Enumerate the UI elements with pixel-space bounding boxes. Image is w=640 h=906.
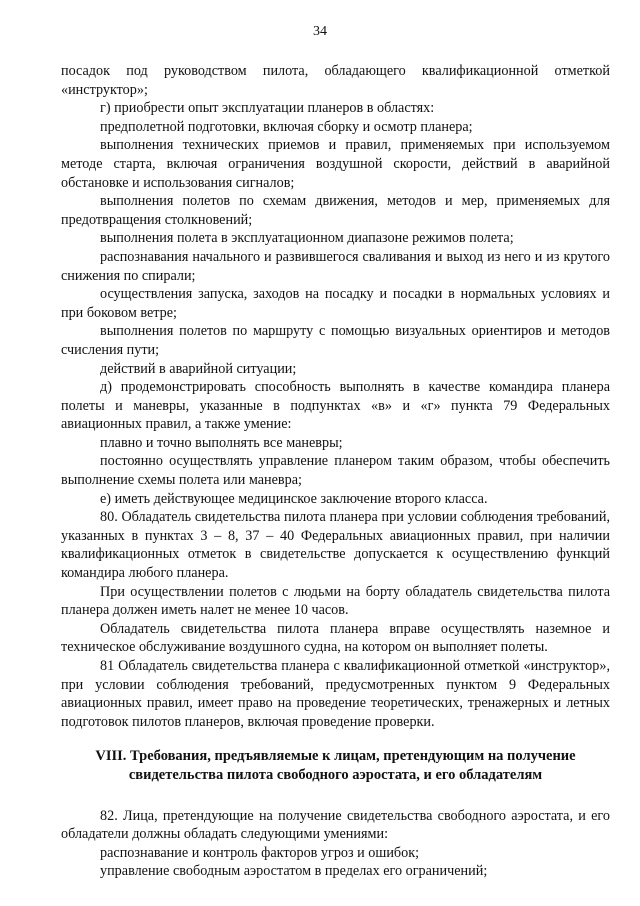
paragraph: д) продемонстрировать способность выполнять в качестве командира планера полеты и маневры, указанные в подпунктах «в» и «г» пункта 79 Федеральных авиационных правил, а также умение: xyxy=(61,379,610,433)
list-item: распознавания начального и развившегося сваливания и выход из него и из крутого снижения по спирали; xyxy=(61,248,610,284)
list-item: распознавание и контроль факторов угроз и ошибок; xyxy=(100,844,420,861)
paragraph: 81 Обладатель свидетельства планера с квалификационной отметкой «инструктор», при условии соблюдения требований, предусмотренных пунктом 9 Федеральных авиационных правил, имеет право на проведение теоретических, тренажерных и летных подготовок пилотов планеров, включая проведение проверки. xyxy=(61,658,610,730)
list-item: выполнения технических приемов и правил, применяемых при используемом методе старта, включая ограничения воздушной скорости, действий в аварийной обстановке и использования сигналов; xyxy=(61,137,610,191)
page-number: 34 xyxy=(313,24,327,39)
list-item: управление свободным аэростатом в пределах его ограничений; xyxy=(100,863,488,880)
paragraph: посадок под руководством пилота, обладающего квалификационной отметкой «инструктор»; xyxy=(61,63,610,98)
list-item: выполнения полетов по маршруту с помощью визуальных ориентиров и методов счисления пути; xyxy=(61,323,610,358)
paragraph: 80. Обладатель свидетельства пилота планера при условии соблюдения требований, указанных в пунктах 3 – 8, 37 – 40 Федеральных авиационных правил, при наличии квалификационных отметок в свидетельстве допускается к осуществлению функций командира любого планера. xyxy=(61,509,610,582)
list-item: плавно и точно выполнять все маневры; xyxy=(100,434,343,451)
paragraph: е) иметь действующее медицинское заключение второго класса. xyxy=(100,490,488,507)
document-body xyxy=(61,62,610,881)
list-item: осуществления запуска, заходов на посадку и посадки в нормальных условиях и при боковом ветре; xyxy=(61,286,610,321)
paragraph: г) приобрести опыт эксплуатации планеров в областях: xyxy=(100,100,435,117)
paragraph: При осуществлении полетов с людьми на борту обладатель свидетельства пилота планера должен иметь налет не менее 10 часов. xyxy=(61,583,610,619)
list-item: постоянно осуществлять управление планером таким образом, чтобы обеспечить выполнение схемы полета или маневра; xyxy=(61,453,610,489)
list-item: выполнения полета в эксплуатационном диапазоне режимов полета; xyxy=(100,230,514,247)
list-item: действий в аварийной ситуации; xyxy=(100,360,297,377)
section-heading: VIII. Требования, предъявляемые к лицам, претендующим на получение свидетельства пилота свободного аэростата, и его обладателям xyxy=(95,748,576,783)
list-item: предполетной подготовки, включая сборку и осмотр планера; xyxy=(100,118,473,135)
paragraph: Обладатель свидетельства пилота планера вправе осуществлять наземное и техническое обслуживание воздушного судна, на котором он выполняет полеты. xyxy=(61,620,610,656)
list-item: выполнения полетов по схемам движения, методов и мер, применяемых для предотвращения столкновений; xyxy=(61,193,610,228)
paragraph: 82. Лица, претендующие на получение свидетельства свободного аэростата, и его обладатели должны обладать следующими умениями: xyxy=(61,807,610,843)
